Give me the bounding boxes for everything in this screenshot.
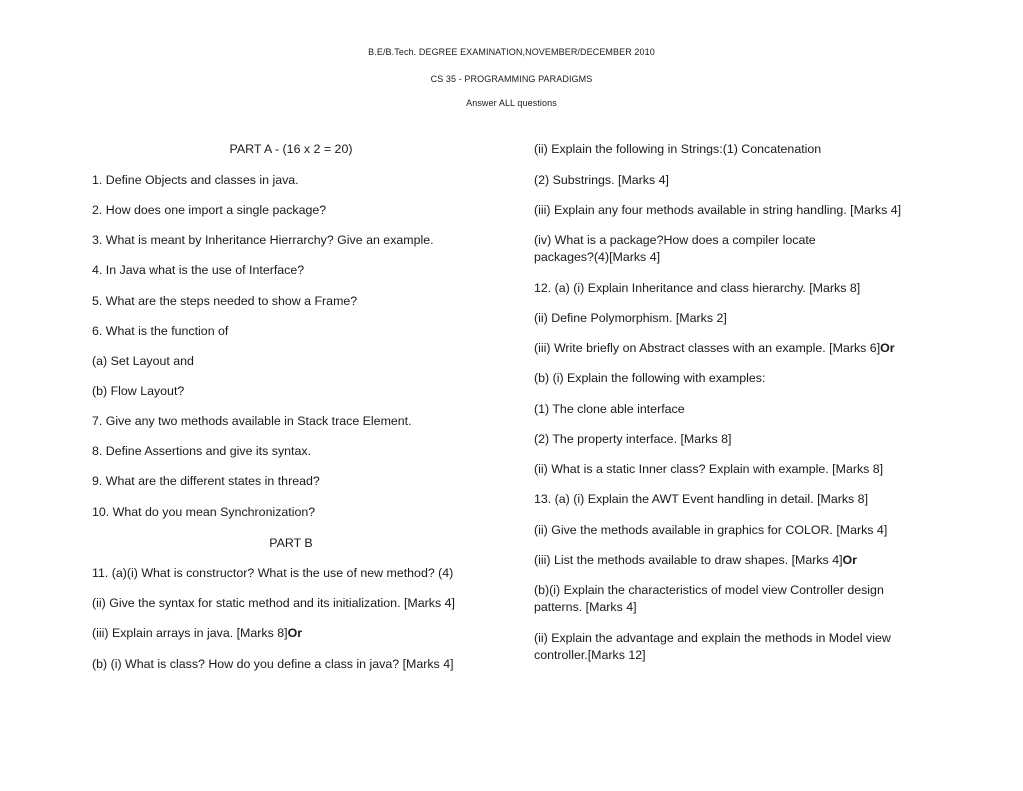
question-13b-ii: (ii) Explain the advantage and explain the methods in Model view bbox=[534, 631, 891, 645]
question-13a-iii bbox=[534, 552, 857, 569]
question-13a-i: 13. (a) (i) Explain the AWT Event handling in detail. [Marks 8] bbox=[534, 492, 869, 506]
question-6b: (b) Flow Layout? bbox=[92, 384, 185, 398]
question-11a-ii: (ii) Give the syntax for static method and its initialization. [Marks 4] bbox=[92, 596, 455, 610]
question-12b-ii: (ii) What is a static Inner class? Explain with example. [Marks 8] bbox=[534, 462, 884, 476]
question-11b-ii: (ii) Explain the following in Strings:(1) Concatenation bbox=[534, 142, 822, 156]
question-12a-ii: (ii) Define Polymorphism. [Marks 2] bbox=[534, 311, 727, 325]
question-6a: (a) Set Layout and bbox=[92, 354, 194, 368]
question-11b-iii: (iii) Explain any four methods available in string handling. [Marks 4] bbox=[534, 203, 902, 217]
question-12a-iii bbox=[534, 340, 895, 357]
right-column bbox=[520, 0, 1023, 791]
question-12a-iii-text: (iii) Write briefly on Abstract classes with an example. [Marks 6] bbox=[534, 341, 881, 355]
question-4: 4. In Java what is the use of Interface? bbox=[92, 263, 305, 277]
or-label: Or bbox=[842, 553, 857, 567]
question-7: 7. Give any two methods available in Stack trace Element. bbox=[92, 414, 412, 428]
or-label: Or bbox=[880, 341, 895, 355]
question-11b-ii-2: (2) Substrings. [Marks 4] bbox=[534, 173, 669, 187]
part-a-title: PART A - (16 x 2 = 20) bbox=[229, 142, 353, 156]
question-8: 8. Define Assertions and give its syntax. bbox=[92, 444, 312, 458]
question-1: 1. Define Objects and classes in java. bbox=[92, 173, 299, 187]
question-11a-iii-text: (iii) Explain arrays in java. [Marks 8] bbox=[92, 626, 288, 640]
exam-title: B.E/B.Tech. DEGREE EXAMINATION,NOVEMBER/DECEMBER 2010 bbox=[368, 47, 655, 57]
question-13a-iii-text: (iii) List the methods available to draw shapes. [Marks 4] bbox=[534, 553, 843, 567]
course-title: CS 35 - PROGRAMMING PARADIGMS bbox=[430, 74, 593, 84]
question-12a-i: 12. (a) (i) Explain Inheritance and class hierarchy. [Marks 8] bbox=[534, 281, 861, 295]
question-6: 6. What is the function of bbox=[92, 324, 229, 338]
question-12b-i-2: (2) The property interface. [Marks 8] bbox=[534, 432, 732, 446]
question-11a-i: 11. (a)(i) What is constructor? What is the use of new method? (4) bbox=[92, 566, 454, 580]
question-11b-iv-cont: packages?(4)[Marks 4] bbox=[534, 250, 661, 264]
or-label: Or bbox=[287, 626, 303, 640]
question-11a-iii bbox=[92, 625, 302, 642]
question-13b-i: (b)(i) Explain the characteristics of model view Controller design bbox=[534, 583, 884, 597]
part-b-title: PART B bbox=[269, 536, 313, 550]
question-13b-i-cont: patterns. [Marks 4] bbox=[534, 600, 637, 614]
question-11b-iv: (iv) What is a package?How does a compiler locate bbox=[534, 233, 816, 247]
question-10: 10. What do you mean Synchronization? bbox=[92, 505, 316, 519]
question-5: 5. What are the steps needed to show a Frame? bbox=[92, 294, 358, 308]
question-9: 9. What are the different states in thread? bbox=[92, 474, 320, 488]
question-2: 2. How does one import a single package? bbox=[92, 203, 327, 217]
question-12b-i-1: (1) The clone able interface bbox=[534, 402, 685, 416]
question-3: 3. What is meant by Inheritance Hierrarchy? Give an example. bbox=[92, 233, 434, 247]
question-13a-ii: (ii) Give the methods available in graphics for COLOR. [Marks 4] bbox=[534, 523, 888, 537]
instruction-text: Answer ALL questions bbox=[466, 98, 557, 108]
question-13b-ii-cont: controller.[Marks 12] bbox=[534, 648, 646, 662]
question-12b-i: (b) (i) Explain the following with examples: bbox=[534, 371, 766, 385]
question-11b-i: (b) (i) What is class? How do you define a class in java? [Marks 4] bbox=[92, 657, 454, 671]
